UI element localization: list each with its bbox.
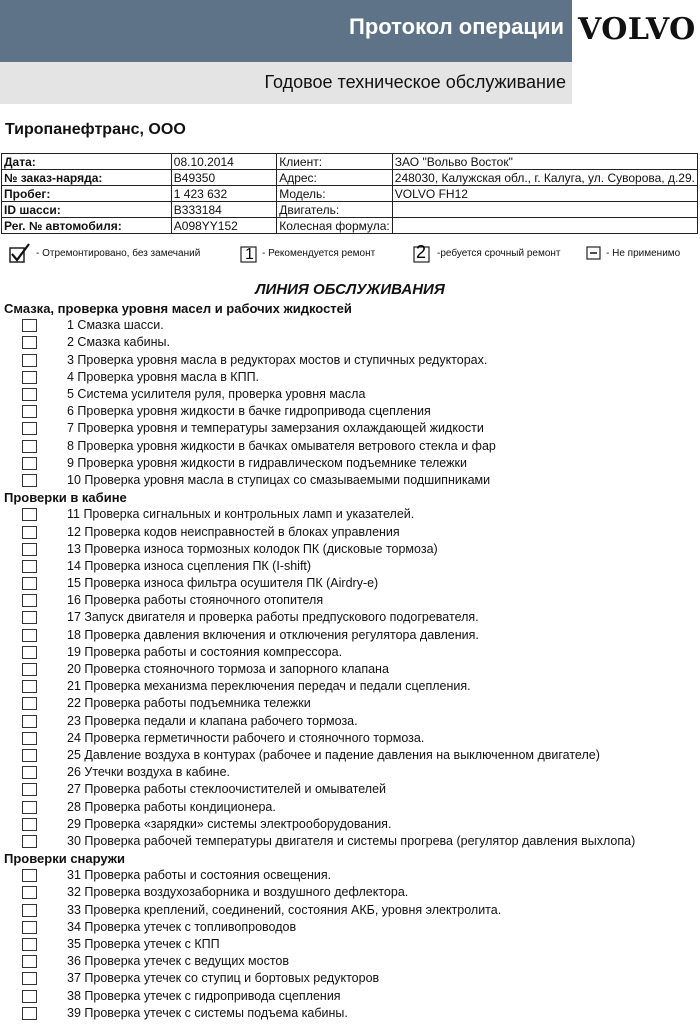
- checkbox[interactable]: [22, 336, 37, 349]
- info-value: 08.10.2014: [171, 154, 276, 170]
- checklist-item-label: 10 Проверка уровня масла в ступицах со смазываемыми подшипниками: [67, 472, 491, 487]
- checkbox[interactable]: [22, 663, 37, 676]
- checklist-item-label: 29 Проверка «зарядки» системы электрооборудования.: [67, 816, 392, 831]
- checklist-item: [0, 592, 700, 609]
- checklist-item: [0, 352, 700, 369]
- checkbox[interactable]: [22, 990, 37, 1003]
- checkbox[interactable]: [22, 474, 37, 487]
- checklist-item: [0, 781, 700, 798]
- checkbox[interactable]: [22, 818, 37, 831]
- category-title: Проверки в кабине: [4, 490, 127, 506]
- checklist-item: [0, 472, 700, 489]
- info-label: Колесная формула:: [277, 218, 393, 234]
- checklist-item-label: 15 Проверка износа фильтра осушителя ПК (Airdry-e): [67, 576, 379, 591]
- checklist-item: [0, 1005, 700, 1022]
- checklist-item-label: 2 Смазка кабины.: [67, 335, 170, 350]
- checklist-item: [0, 988, 700, 1005]
- checklist-item: [0, 919, 700, 936]
- checkbox[interactable]: [22, 405, 37, 418]
- checkbox[interactable]: [22, 577, 37, 590]
- checkbox[interactable]: [22, 508, 37, 521]
- checklist-item-label: 32 Проверка воздухозаборника и воздушного дефлектора.: [67, 885, 409, 900]
- checkbox[interactable]: [22, 715, 37, 728]
- checkbox[interactable]: [22, 921, 37, 934]
- checklist-item-label: 24 Проверка герметичности рабочего и стояночного тормоза.: [67, 730, 425, 745]
- checklist-item-label: 4 Проверка уровня масла в КПП.: [67, 369, 260, 384]
- checklist-item-label: 27 Проверка работы стеклоочистителей и омывателей: [67, 782, 387, 797]
- checklist-item: [0, 816, 700, 833]
- checklist-item: [0, 678, 700, 695]
- legend-ok-label: - Отремонтировано, без замечаний: [36, 247, 201, 259]
- checklist-item: [0, 747, 700, 764]
- header-bar: [0, 0, 572, 62]
- checkbox[interactable]: [22, 371, 37, 384]
- legend-urgent-number: 2: [416, 242, 427, 262]
- checklist-item-label: 7 Проверка уровня и температуры замерзания охлаждающей жидкости: [67, 421, 484, 436]
- checklist-item: [0, 764, 700, 781]
- legend-ok: [8, 242, 200, 264]
- checklist-item: [0, 661, 700, 678]
- checkbox[interactable]: [22, 629, 37, 642]
- checkbox[interactable]: [22, 938, 37, 951]
- info-row: [2, 154, 698, 170]
- checkbox[interactable]: [22, 680, 37, 693]
- checkbox[interactable]: [22, 972, 37, 985]
- checklist-item: [0, 833, 700, 850]
- checklist-item-label: 18 Проверка давления включения и отключения регулятора давления.: [67, 627, 479, 642]
- checklist-item-label: 31 Проверка работы и состояния освещения.: [67, 868, 332, 883]
- checkbox[interactable]: [22, 835, 37, 848]
- subtitle-bar: [0, 62, 572, 104]
- checkbox[interactable]: [22, 886, 37, 899]
- checklist-item-label: 38 Проверка утечек с гидропривода сцепления: [67, 988, 341, 1003]
- checkbox[interactable]: [22, 440, 37, 453]
- checklist-item-label: 20 Проверка стояночного тормоза и запорного клапана: [67, 662, 389, 677]
- checklist-item: [0, 730, 700, 747]
- info-value: 248030, Калужская обл., г. Калуга, ул. Суворова, д.29.: [392, 170, 697, 186]
- checkbox[interactable]: [22, 422, 37, 435]
- checklist-item: [0, 523, 700, 540]
- checkbox[interactable]: [22, 732, 37, 745]
- checklist-item: [0, 970, 700, 987]
- checklist-item-label: 9 Проверка уровня жидкости в гидравлическом подъемнике тележки: [67, 455, 467, 470]
- info-label: ID шасси:: [2, 202, 172, 218]
- checklist-item-label: 14 Проверка износа сцепления ПК (I-shift): [67, 558, 312, 573]
- checklist-item: [0, 334, 700, 351]
- document-subtitle: Годовое техническое обслуживание: [264, 72, 566, 92]
- checklist-item-label: 26 Утечки воздуха в кабине.: [67, 765, 231, 780]
- info-row: [2, 186, 698, 202]
- checklist-item: [0, 902, 700, 919]
- checklist-item-label: 1 Смазка шасси.: [67, 318, 164, 333]
- category-title: Проверки снаружи: [4, 851, 126, 866]
- checkbox[interactable]: [22, 904, 37, 917]
- checklist-item-label: 8 Проверка уровня жидкости в бачках омывателя ветрового стекла и фар: [67, 438, 496, 453]
- checklist-item-label: 16 Проверка работы стояночного отопителя: [67, 593, 324, 608]
- info-label: Дата:: [2, 154, 172, 170]
- checkbox[interactable]: [22, 869, 37, 882]
- checklist-item: [0, 558, 700, 575]
- info-row: [2, 218, 698, 234]
- checkbox[interactable]: [22, 594, 37, 607]
- checklist-item: [0, 627, 700, 644]
- checklist-item: [0, 798, 700, 815]
- checklist-item-label: 39 Проверка утечек с системы подъема кабины.: [67, 1005, 348, 1020]
- checklist-item-label: 28 Проверка работы кондиционера.: [67, 799, 276, 814]
- checklist-item: [0, 575, 700, 592]
- checklist-item-label: 22 Проверка работы подъемника тележки: [67, 696, 311, 711]
- checkmark-box-icon: [8, 242, 32, 264]
- info-label: Модель:: [277, 186, 393, 202]
- section-title: ЛИНИЯ ОБСЛУЖИВАНИЯ: [255, 281, 445, 298]
- checklist-item-label: 11 Проверка сигнальных и контрольных ламп и указателей.: [67, 507, 415, 522]
- checkbox[interactable]: [22, 388, 37, 401]
- legend-recommended-label: - Рекомендуется ремонт: [262, 247, 376, 259]
- checklist-item: [0, 644, 700, 661]
- checkbox[interactable]: [22, 526, 37, 539]
- checkbox[interactable]: [22, 354, 37, 367]
- info-value: 1 423 632: [171, 186, 276, 202]
- checkbox[interactable]: [22, 697, 37, 710]
- checklist-item-label: 23 Проверка педали и клапана рабочего тормоза.: [67, 713, 358, 728]
- info-label: Рег. № автомобиля:: [2, 218, 172, 234]
- checklist-item-label: 35 Проверка утечек с КПП: [67, 937, 220, 952]
- checkbox[interactable]: [22, 543, 37, 556]
- checklist-item: [0, 541, 700, 558]
- info-value: [392, 202, 697, 218]
- legend-na: [586, 242, 680, 264]
- checklist-item-label: 36 Проверка утечек с ведущих мостов: [67, 954, 290, 969]
- checklist-item-label: 25 Давление воздуха в контурах (рабочее и падение давления на выключенном двигателе): [67, 747, 600, 762]
- checklist-item: [0, 609, 700, 626]
- checkbox[interactable]: [22, 457, 37, 470]
- info-row: [2, 170, 698, 186]
- checkbox[interactable]: [22, 1007, 37, 1020]
- number-two-box-icon: [413, 242, 433, 264]
- number-one-box-icon: [240, 242, 258, 264]
- info-value: A098YY152: [171, 218, 276, 234]
- checklist-item-label: 17 Запуск двигателя и проверка работы предпускового подогревателя.: [67, 610, 479, 625]
- checklist-item-label: 19 Проверка работы и состояния компрессора.: [67, 644, 343, 659]
- checklist-item: [0, 953, 700, 970]
- checkbox[interactable]: [22, 611, 37, 624]
- checklist-item: [0, 936, 700, 953]
- legend-urgent-label: -ребуется срочный ремонт: [437, 247, 561, 259]
- info-value: [392, 218, 697, 234]
- info-table: [1, 153, 698, 234]
- checkbox[interactable]: [22, 319, 37, 332]
- checklist-item-label: 6 Проверка уровня жидкости в бачке гидропривода сцепления: [67, 404, 431, 419]
- checklist-item-label: 5 Система усилителя руля, проверка уровня масла: [67, 387, 366, 402]
- info-label: Клиент:: [277, 154, 393, 170]
- info-label: Адрес:: [277, 170, 393, 186]
- legend-urgent: [413, 242, 560, 264]
- legend-recommended: [240, 242, 375, 264]
- checkbox[interactable]: [22, 560, 37, 573]
- legend-rec-number: 1: [245, 246, 254, 263]
- checklist-item-label: 3 Проверка уровня масла в редукторах мостов и ступичных редукторах.: [67, 352, 488, 367]
- volvo-logo: VOLVO: [578, 12, 696, 47]
- checkbox[interactable]: [22, 646, 37, 659]
- checklist-item: [0, 867, 700, 884]
- checklist-item-label: 34 Проверка утечек с топливопроводов: [67, 919, 297, 934]
- info-row: [2, 202, 698, 218]
- checkbox[interactable]: [22, 955, 37, 968]
- checkbox[interactable]: [22, 749, 37, 762]
- info-label: Двигатель:: [277, 202, 393, 218]
- document-title: Протокол операции: [349, 14, 564, 39]
- checklist-item: [0, 386, 700, 403]
- info-label: № заказ-наряда:: [2, 170, 172, 186]
- checkbox[interactable]: [22, 801, 37, 814]
- checklist-item-label: 37 Проверка утечек со ступиц и бортовых редукторов: [67, 971, 380, 986]
- info-value: ЗАО "Вольво Восток": [392, 154, 697, 170]
- checklist-item: [0, 713, 700, 730]
- category-title: Смазка, проверка уровня масел и рабочих жидкостей: [4, 301, 352, 316]
- info-label: Пробег:: [2, 186, 172, 202]
- info-value: B49350: [171, 170, 276, 186]
- checklist-item: [0, 506, 700, 523]
- checklist-item: [0, 884, 700, 901]
- checkbox[interactable]: [22, 766, 37, 779]
- checklist-item: [0, 403, 700, 420]
- checklist-item: [0, 369, 700, 386]
- checklist-item-label: 21 Проверка механизма переключения передач и педали сцепления.: [67, 679, 471, 694]
- checklist-item: [0, 695, 700, 712]
- checklist-item: [0, 317, 700, 334]
- checklist: [0, 300, 700, 1022]
- dash-box-icon: [586, 242, 602, 264]
- checklist-item-label: 30 Проверка рабочей температуры двигателя и системы прогрева (регулятор давления выхлопа): [67, 833, 636, 848]
- checklist-item: [0, 420, 700, 437]
- checkbox[interactable]: [22, 783, 37, 796]
- checklist-item: [0, 455, 700, 472]
- checklist-item-label: 13 Проверка износа тормозных колодок ПК (дисковые тормоза): [67, 541, 438, 556]
- checklist-item-label: 33 Проверка креплений, соединений, состояния АКБ, уровня электролита.: [67, 902, 502, 917]
- info-value: VOLVO FH12: [392, 186, 697, 202]
- legend-na-label: - Не применимо: [606, 247, 681, 259]
- info-value: B333184: [171, 202, 276, 218]
- company-name: Тиропанефтранс, ООО: [5, 121, 186, 138]
- legend: [8, 242, 698, 268]
- checklist-item-label: 12 Проверка кодов неисправностей в блоках управления: [67, 524, 400, 539]
- checklist-item: [0, 438, 700, 455]
